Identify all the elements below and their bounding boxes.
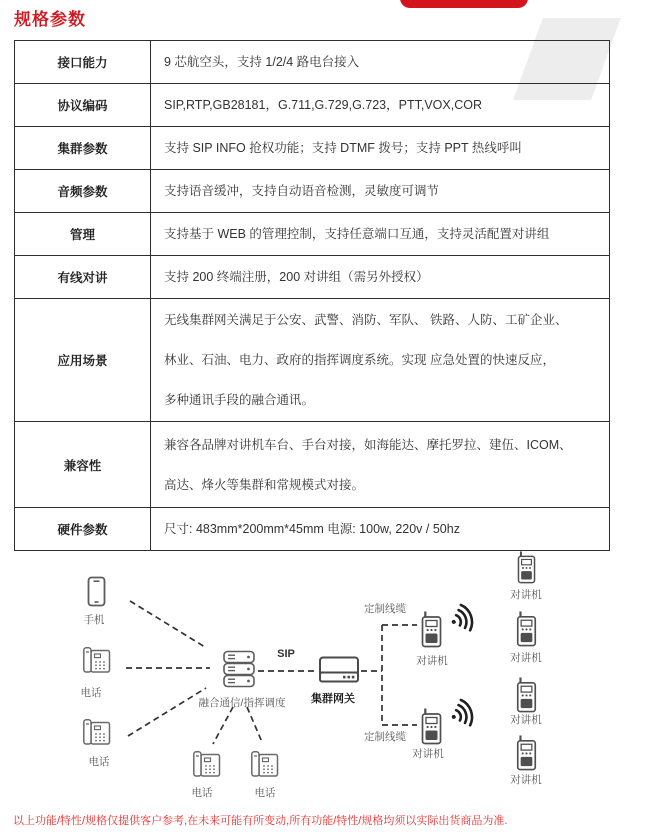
spec-row-label: 兼容性	[15, 422, 151, 508]
wireless-signal-icon	[446, 696, 481, 731]
spec-value-line: SIP,RTP,GB28181，G.711,G.729,G.723，PTT,VOX,COR	[164, 98, 482, 112]
diagram-label-dispatch-server: 融合通信/指挥调度	[198, 697, 286, 709]
spec-value-line: 兼容各品牌对讲机车台、手台对接，如海能达、摩托罗拉、建伍、ICOM、	[164, 437, 572, 452]
diagram-label-telephone: 电话	[88, 756, 110, 768]
spec-row-value	[151, 170, 610, 213]
diagram-label-gateway: 集群网关	[311, 693, 355, 705]
spec-row-value	[151, 213, 610, 256]
spec-row	[15, 299, 610, 422]
spec-row-label: 协议编码	[15, 84, 151, 127]
desk-phone-icon	[192, 750, 221, 778]
walkie-talkie-icon	[420, 708, 443, 745]
walkie-talkie-icon	[515, 735, 538, 771]
wireless-signal-icon	[446, 601, 481, 636]
diagram-label-custom-cable: 定制线缆	[364, 731, 406, 743]
spec-row-value	[151, 422, 610, 508]
spec-row-label: 集群参数	[15, 127, 151, 170]
diagram-label-telephone: 电话	[254, 787, 276, 799]
spec-row	[15, 256, 610, 299]
diagram-label-walkie-talkie: 对讲机	[416, 655, 448, 667]
spec-row-value	[151, 127, 610, 170]
diagram-label-walkie-talkie: 对讲机	[510, 652, 542, 664]
spec-value-line: 支持语音缓冲，支持自动语音检测，灵敏度可调节	[164, 184, 440, 198]
desk-phone-icon	[250, 750, 279, 778]
diagram-label-walkie-talkie: 对讲机	[510, 589, 542, 601]
spec-row	[15, 84, 610, 127]
spec-row-label: 应用场景	[15, 299, 151, 422]
spec-row-value	[151, 299, 610, 422]
spec-table	[14, 40, 610, 551]
diagram-label-telephone: 电话	[80, 687, 102, 699]
spec-row-value	[151, 256, 610, 299]
walkie-talkie-icon	[515, 677, 538, 713]
spec-row	[15, 422, 610, 508]
spec-row-label: 有线对讲	[15, 256, 151, 299]
diagram-label-walkie-talkie: 对讲机	[412, 748, 444, 760]
diagram-label-custom-cable: 定制线缆	[364, 603, 406, 615]
walkie-talkie-icon	[515, 611, 538, 647]
spec-value-line: 林业、石油、电力、政府的指挥调度系统。实现 应急处置的快速反应，	[164, 353, 555, 367]
spec-value-line: 9 芯航空头，支持 1/2/4 路电台接入	[164, 55, 360, 69]
spec-row-label: 硬件参数	[15, 508, 151, 551]
desk-phone-icon	[82, 646, 111, 674]
spec-row	[15, 127, 610, 170]
desk-phone-icon	[82, 718, 111, 746]
diagram-label-sip: SIP	[277, 648, 295, 660]
spec-value-line: 支持基于 WEB 的管理控制，支持任意端口互通，支持灵活配置对讲组	[164, 227, 550, 241]
spec-row	[15, 213, 610, 256]
footer-disclaimer: 以上功能/特性/规格仅提供客户参考,在未来可能有所变动,所有功能/特性/规格均须以实际出货商品为准.	[13, 815, 508, 827]
spec-value-line: 尺寸: 483mm*200mm*45mm 电源: 100w, 220v / 50hz	[164, 522, 460, 536]
spec-value-line: 支持 SIP INFO 抢权功能；支持 DTMF 拨号；支持 PPT 热线呼叫	[164, 141, 522, 155]
walkie-talkie-icon	[420, 611, 443, 648]
spec-row-value	[151, 84, 610, 127]
smartphone-icon	[87, 576, 106, 607]
gateway-icon	[319, 655, 359, 685]
spec-row	[15, 508, 610, 551]
spec-row-value	[151, 41, 610, 84]
spec-row-label: 管理	[15, 213, 151, 256]
spec-row	[15, 170, 610, 213]
spec-row-label: 接口能力	[15, 41, 151, 84]
spec-row-value	[151, 508, 610, 551]
spec-row-label: 音频参数	[15, 170, 151, 213]
spec-value-line: 支持 200 终端注册，200 对讲组（需另外授权）	[164, 270, 429, 284]
diagram-label-walkie-talkie: 对讲机	[510, 774, 542, 786]
walkie-talkie-icon	[515, 551, 538, 584]
diagram-label-telephone: 电话	[191, 787, 213, 799]
diagram-label-mobile: 手机	[83, 614, 105, 626]
top-red-tab-shape	[400, 0, 528, 8]
spec-row	[15, 41, 610, 84]
spec-value-line: 多种通讯手段的融合通讯。	[164, 393, 315, 407]
dispatch-server-icon	[222, 650, 256, 688]
diagram-label-walkie-talkie: 对讲机	[510, 714, 542, 726]
spec-value-line: 高达、烽火等集群和常规模式对接。	[164, 477, 365, 492]
page-title: 规格参数	[14, 10, 86, 29]
spec-value-line: 无线集群网关满足于公安、武警、消防、军队、 铁路、人防、工矿企业、	[164, 313, 568, 327]
